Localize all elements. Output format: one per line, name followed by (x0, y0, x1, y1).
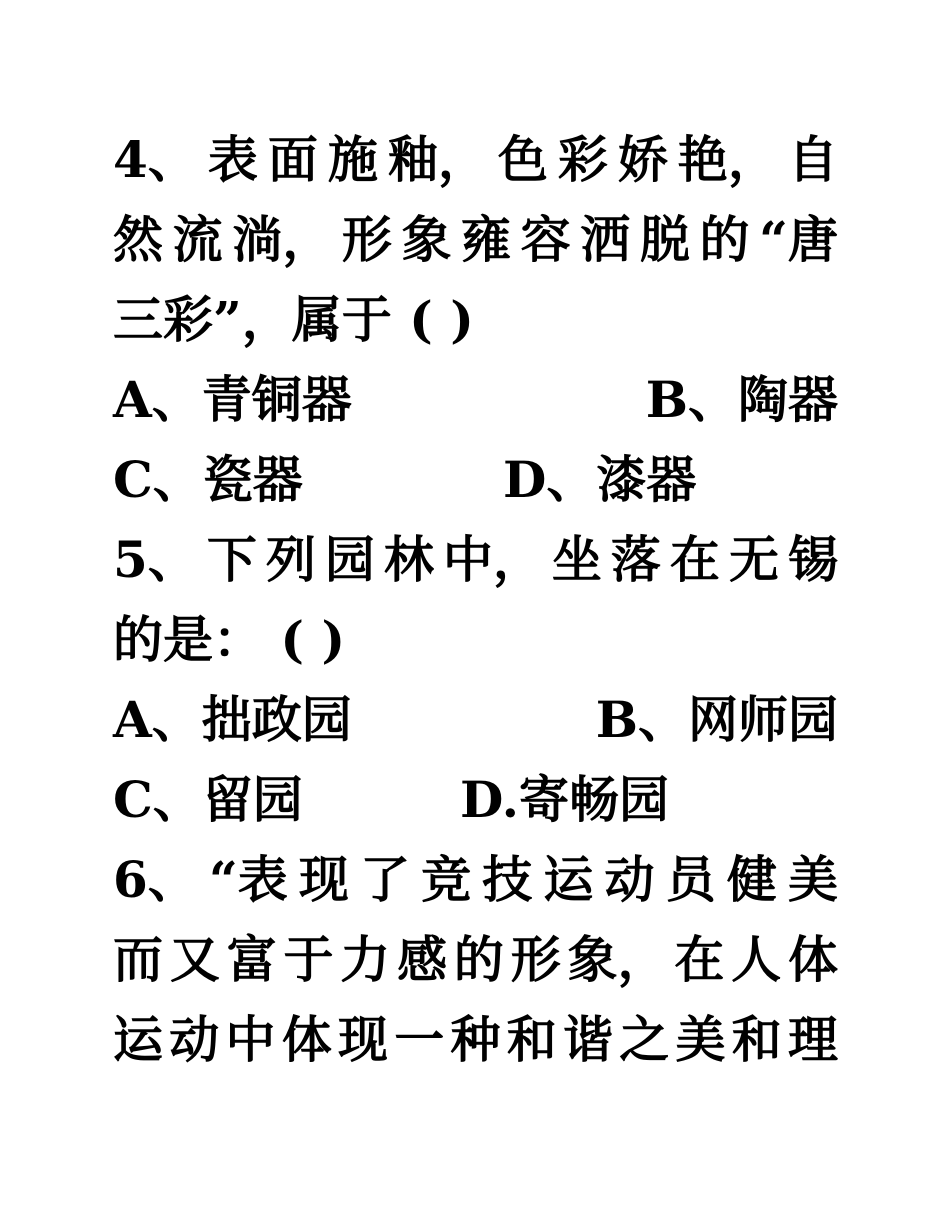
text-segment: 形 (510, 930, 561, 989)
text-segment: 和 (506, 1010, 557, 1069)
text-segment: 象， (567, 930, 668, 989)
q5-line-1 (113, 520, 838, 600)
text-segment: 一 (394, 1010, 445, 1069)
q6-line-2 (113, 920, 838, 1000)
text-segment: 人 (731, 930, 782, 989)
q4-line-2 (113, 200, 838, 280)
text-segment: 体 (281, 1010, 332, 1069)
text-segment: “表 (208, 850, 288, 909)
q4-line-3 (113, 280, 838, 360)
text-segment: 了 (359, 850, 410, 909)
q4-option-b: B、陶器 (645, 370, 838, 429)
text-segment: 富 (226, 930, 277, 989)
text-segment: 釉， (387, 130, 488, 189)
q5-question-tail: 的是： ( ) (113, 610, 346, 669)
text-segment: 竞 (421, 850, 472, 909)
text-segment: 力 (340, 930, 391, 989)
text-segment: 落 (610, 530, 661, 589)
text-segment: 的 (453, 930, 504, 989)
q5-option-c: C、留园 (113, 770, 303, 829)
text-segment: 园 (324, 530, 375, 589)
q4-option-a: A、青铜器 (113, 370, 352, 429)
text-segment: 动 (169, 1010, 220, 1069)
text-segment: 种 (450, 1010, 501, 1069)
q5-option-a: A、拙政园 (113, 690, 352, 749)
text-segment: 而 (113, 930, 163, 989)
text-segment: 下 (206, 530, 257, 589)
text-segment: 林 (383, 530, 434, 589)
text-segment: 脱 (639, 210, 690, 269)
text-segment: 在 (674, 930, 725, 989)
text-segment: 体 (787, 930, 838, 989)
q4-option-c: C、瓷器 (113, 450, 303, 509)
q6-line-3 (113, 1000, 838, 1080)
text-segment: 坐 (551, 530, 602, 589)
text-segment: 施 (327, 130, 378, 189)
text-segment: 美 (787, 850, 838, 909)
text-segment: 动 (604, 850, 655, 909)
text-segment: 中 (225, 1010, 276, 1069)
text-segment: 员 (665, 850, 716, 909)
text-segment: 在 (669, 530, 720, 589)
text-segment: 美 (675, 1010, 726, 1069)
text-segment: 彩 (557, 130, 608, 189)
text-segment: 面 (267, 130, 318, 189)
text-segment: 形 (341, 210, 392, 269)
text-segment: 谐 (563, 1010, 613, 1069)
text-segment: 又 (169, 930, 220, 989)
q5-line-2 (113, 600, 838, 680)
q4-option-d: D、漆器 (503, 450, 697, 509)
text-segment: 现 (338, 1010, 388, 1069)
q5-option-b: B、网师园 (595, 690, 838, 749)
q4-options-row-1 (113, 360, 838, 440)
text-segment: 无 (728, 530, 779, 589)
text-segment: 6、 (113, 850, 198, 909)
text-segment: “唐 (759, 210, 838, 269)
text-segment: 运 (543, 850, 594, 909)
q4-line-1 (113, 120, 838, 200)
q4-question-tail: 三彩”，属于 ( ) (113, 290, 474, 349)
q6-line-1 (113, 840, 838, 920)
text-segment: 技 (482, 850, 533, 909)
text-segment: 自 (787, 130, 838, 189)
text-segment: 运 (113, 1010, 163, 1069)
text-segment: 5、 (113, 530, 198, 589)
text-segment: 和 (731, 1010, 782, 1069)
text-segment: 雍 (461, 210, 512, 269)
text-segment: 娇 (617, 130, 668, 189)
text-segment: 淌， (232, 210, 333, 269)
text-segment: 锡 (787, 530, 838, 589)
text-segment: 中， (442, 530, 543, 589)
q5-options-row-2 (113, 760, 838, 840)
q4-options-row-2 (113, 440, 838, 520)
text-segment: 的 (699, 210, 750, 269)
text-segment: 容 (520, 210, 571, 269)
text-segment: 列 (265, 530, 316, 589)
text-segment: 现 (298, 850, 349, 909)
text-segment: 象 (401, 210, 452, 269)
text-segment: 洒 (580, 210, 631, 269)
text-segment: 感 (397, 930, 448, 989)
text-segment: 理 (788, 1010, 838, 1069)
exam-page (113, 120, 838, 1080)
q5-option-d: D.寄畅园 (460, 770, 669, 829)
text-segment: 流 (172, 210, 223, 269)
text-segment: 于 (283, 930, 334, 989)
text-segment: 表 (207, 130, 258, 189)
text-segment: 之 (619, 1010, 670, 1069)
q5-options-row-1 (113, 680, 838, 760)
text-segment: 4、 (113, 130, 198, 189)
text-segment: 色 (497, 130, 548, 189)
text-segment: 艳， (677, 130, 778, 189)
text-segment: 然 (113, 210, 163, 269)
text-segment: 健 (726, 850, 777, 909)
